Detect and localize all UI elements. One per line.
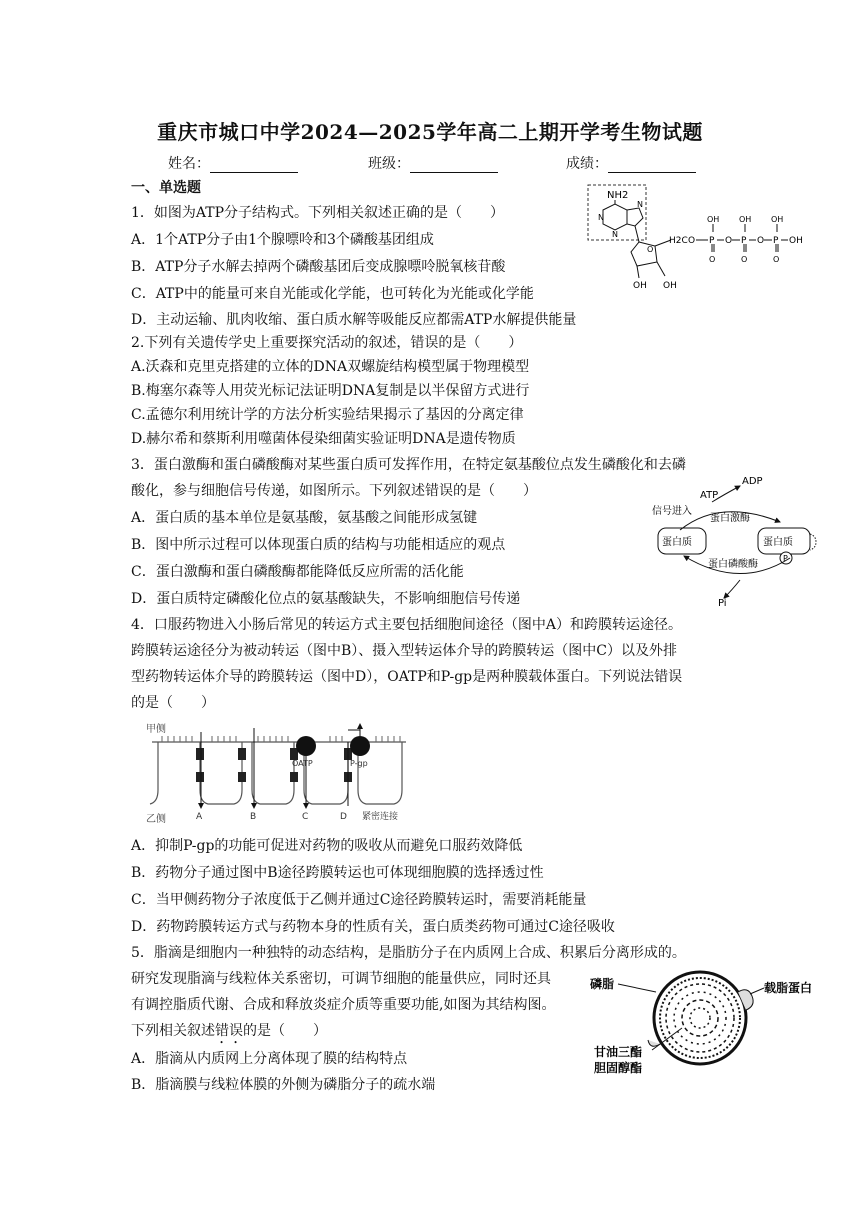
q5-stem-line3: 有调控脂质代谢、合成和释放炎症介质等重要功能,如图为其结构图。	[131, 997, 556, 1013]
page-title: 重庆市城口中学2024—2025学年高二上期开学考生物试题	[157, 120, 703, 144]
q2-option-a: A.沃森和克里克搭建的立体的DNA双螺旋结构模型属于物理模型	[131, 359, 530, 375]
q3-option-c: C．蛋白激酶和蛋白磷酸酶都能降低反应所需的活化能	[131, 564, 464, 580]
score-blank	[608, 158, 696, 173]
q4-option-a: A．抑制P-gp的功能可促进对药物的吸收从而避免口服药效降低	[131, 838, 523, 854]
side-a-label: 甲侧	[146, 724, 166, 735]
q3-stem-line1: 3．蛋白激酶和蛋白磷酸酶对某些蛋白质可发挥作用，在特定氨基酸位点发生磷酸化和去磷	[131, 457, 686, 473]
q3-option-b: B．图中所示过程可以体现蛋白质的结构与功能相适应的观点	[131, 537, 506, 553]
kinase-label: 蛋白激酶	[710, 513, 750, 524]
path-a-label: A	[196, 812, 203, 822]
oh-label-1: OH	[633, 281, 647, 291]
lipid-droplet-figure	[590, 966, 822, 1078]
q4-stem-line2: 跨膜转运途径分为被动转运（图中B）、摄入型转运体介导的跨膜转运（图中C）以及外排	[131, 643, 677, 659]
oh-label-2: OH	[663, 281, 677, 291]
q3-stem-line2: 酸化，参与细胞信号传递，如图所示。下列叙述错误的是（ ）	[131, 483, 537, 499]
n-label-2: N	[612, 230, 618, 239]
phosphate-label: P	[783, 554, 788, 563]
ring-o-label: O	[647, 245, 654, 254]
name-blank	[210, 158, 298, 173]
class-label: 班级：	[368, 156, 410, 172]
triglyceride-label: 甘油三酯	[594, 1045, 643, 1059]
q5-stem-emphasis: 错误	[215, 1023, 243, 1039]
q1-option-c: C．ATP中的能量可来自光能或化学能，也可转化为光能或化学能	[131, 286, 534, 302]
p-label-3: P	[773, 236, 779, 246]
path-d-label: D	[340, 812, 347, 822]
q5-stem-post: 的是（ ）	[243, 1023, 327, 1039]
adp-label: ADP	[742, 476, 763, 487]
phosphorylation-figure	[640, 470, 830, 610]
signal-label: 信号进入	[652, 506, 692, 517]
path-b-label: B	[250, 812, 257, 822]
name-field	[168, 153, 298, 173]
atp-structure-figure	[585, 180, 820, 295]
cholesterol-ester-label: 胆固醇酯	[594, 1061, 643, 1075]
o-label-3: O	[757, 236, 765, 246]
p2-o: O	[741, 255, 748, 264]
n-label-1: N	[598, 213, 604, 222]
o-label-2: O	[725, 236, 733, 246]
oh-label-end: OH	[789, 236, 803, 246]
q4-option-b: B．药物分子通过图中B途径跨膜转运也可体现细胞膜的选择透过性	[131, 865, 544, 881]
p2-oh: OH	[739, 215, 752, 224]
q5-stem-line4	[131, 1020, 327, 1047]
atp-label: ATP	[700, 490, 719, 501]
oatp-label: OATP	[292, 759, 313, 768]
q4-stem-line4: 的是（ ）	[131, 695, 215, 711]
class-field	[368, 153, 498, 173]
p1-o: O	[709, 255, 716, 264]
q1-option-d: D．主动运输、肌肉收缩、蛋白质水解等吸能反应都需ATP水解提供能量	[131, 312, 577, 328]
phospholipid-label: 磷脂	[590, 977, 615, 991]
pi-label: Pi	[718, 598, 727, 609]
o-label-1: O	[688, 236, 696, 246]
p-label-2: P	[741, 236, 747, 246]
purine-ring-6	[603, 204, 627, 230]
side-b-label: 乙侧	[146, 814, 166, 825]
drug-transport-figure	[138, 718, 418, 826]
oatp-carrier	[296, 736, 316, 756]
q2-option-d: D.赫尔希和蔡斯利用噬菌体侵染细菌实验证明DNA是遗传物质	[131, 431, 516, 447]
q4-option-c: C．当甲侧药物分子浓度低于乙侧并通过C途径跨膜转运时，需要消耗能量	[131, 892, 587, 908]
q1-option-b: B．ATP分子水解去掉两个磷酸基团后变成腺嘌呤脱氧核苷酸	[131, 259, 506, 275]
q4-stem-line3: 型药物转运体介导的跨膜转运（图中D），OATP和P-gp是两种膜载体蛋白。下列说法错误	[131, 669, 683, 685]
p3-o: O	[773, 255, 780, 264]
apolipoprotein-label: 载脂蛋白	[764, 981, 813, 995]
score-label: 成绩：	[566, 156, 608, 172]
nh2-label: NH2	[607, 190, 629, 201]
q5-stem-line2: 研究发现脂滴与线粒体关系密切，可调节细胞的能量供应，同时还具	[131, 971, 551, 987]
q4-option-d: D．药物跨膜转运方式与药物本身的性质有关，蛋白质类药物可通过C途径吸收	[131, 919, 615, 935]
tight-junction-label: 紧密连接	[362, 812, 399, 822]
q4-stem-line1: 4．口服药物进入小肠后常见的转运方式主要包括细胞间途径（图中A）和跨膜转运途径。	[131, 617, 683, 633]
protein-label: 蛋白质	[662, 537, 692, 548]
pgp-carrier	[350, 736, 370, 756]
q5-stem-line1: 5．脂滴是细胞内一种独特的动态结构，是脂肪分子在内质网上合成、积累后分离形成的。	[131, 945, 686, 961]
q1-option-a: A．1个ATP分子由1个腺嘌呤和3个磷酸基团组成	[131, 232, 434, 248]
path-c-label: C	[302, 812, 309, 822]
droplet-outer	[654, 972, 746, 1064]
purine-ring-5	[627, 208, 643, 226]
q2-option-b: B.梅塞尔森等人用荧光标记法证明DNA复制是以半保留方式进行	[131, 383, 530, 399]
q3-option-d: D．蛋白质特定磷酸化位点的氨基酸缺失，不影响细胞信号传递	[131, 591, 521, 607]
q2-stem: 2.下列有关遗传学史上重要探究活动的叙述，错误的是（ ）	[131, 335, 523, 351]
ch2-label: H2C	[669, 236, 688, 246]
section-heading: 一、单选题	[131, 180, 201, 196]
p3-oh: OH	[771, 215, 784, 224]
q5-stem-pre: 下列相关叙述	[131, 1023, 215, 1039]
score-field	[566, 153, 696, 173]
n-label-3: N	[637, 200, 643, 209]
class-blank	[410, 158, 498, 173]
q3-option-a: A．蛋白质的基本单位是氨基酸，氨基酸之间能形成氢键	[131, 510, 478, 526]
p1-oh: OH	[707, 215, 720, 224]
phosphatase-label: 蛋白磷酸酶	[708, 559, 758, 570]
protein-p-label: 蛋白质	[763, 537, 793, 548]
name-label: 姓名：	[168, 156, 210, 172]
q5-option-a: A．脂滴从内质网上分离体现了膜的结构特点	[131, 1051, 408, 1067]
q5-option-b: B．脂滴膜与线粒体膜的外侧为磷脂分子的疏水端	[131, 1077, 436, 1093]
q2-option-c: C.孟德尔利用统计学的方法分析实验结果揭示了基因的分离定律	[131, 407, 524, 423]
q1-stem: 1．如图为ATP分子结构式。下列相关叙述正确的是（ ）	[131, 205, 505, 221]
p-label-1: P	[709, 236, 715, 246]
pgp-label: P-gp	[350, 759, 368, 768]
